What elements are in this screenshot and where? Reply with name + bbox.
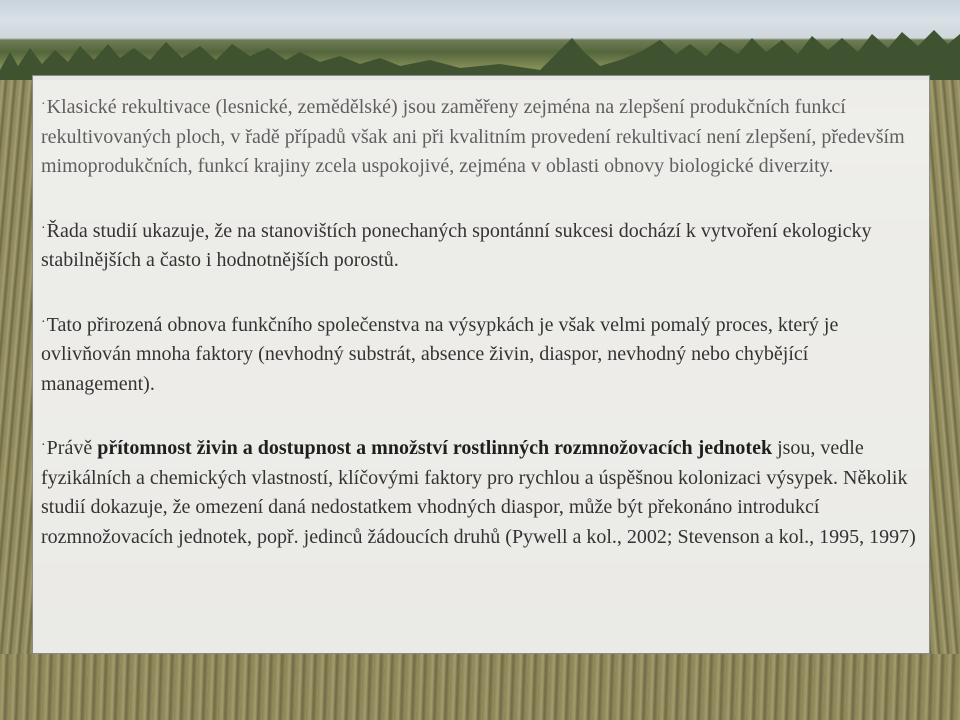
paragraph-1-text: Klasické rekultivace (lesnické, zemědělské) jsou zaměřeny zejména na zlepšení produkčních funkcí rekultivovaných ploch, v řadě případů však ani při kvalitním provedení rekultivací není zlepšení, především mimoprodukčních, funkcí krajiny zcela uspokojivé, zejména v oblasti obnovy biologické diverzity.: [41, 96, 905, 177]
paragraph-3-text: Tato přirozená obnova funkčního společenstva na výsypkách je však velmi pomalý proces, který je ovlivňován mnoha faktory (nevhodný substrát, absence živin, diaspor, nevhodný nebo chybějící management).: [41, 313, 839, 395]
forest-treeline: [0, 30, 960, 80]
paragraph-1: [41, 90, 921, 182]
grass-bottom: [0, 654, 960, 720]
bullet-dot: ·: [41, 314, 46, 330]
grass-left: [0, 80, 34, 720]
grass-right: [930, 80, 960, 720]
paragraph-4-rest: jsou, vedle fyzikálních a chemických vlastností, klíčovými faktory pro rychlou a úspěšnou kolonizaci výsypek. Několik studií dokazuje, že omezení daná nedostatkem vhodných diaspor, může být překonáno introdukcí rozmnožovacích jednotek, popř. jedinců žádoucích druhů (Pywell a kol., 2002; Stevenson a kol., 1995, 1997): [41, 437, 916, 548]
bullet-dot: ·: [41, 438, 46, 453]
paragraph-4-emphasis: přítomnost živin a dostupnost a množství rostlinných rozmnožovacích jednotek: [97, 437, 773, 459]
paragraph-2-text: Řada studií ukazuje, že na stanovištích ponechaných spontánní sukcesi dochází k vytvoření ekologicky stabilnějších a často i hodnotnějších porostů.: [41, 219, 872, 271]
text-panel: [32, 75, 930, 654]
paragraph-3: [41, 308, 921, 400]
paragraph-4-lead: Právě: [46, 437, 98, 459]
bullet-dot: ·: [41, 220, 46, 236]
paragraph-4: [41, 431, 921, 552]
bullet-dot: ·: [41, 97, 46, 112]
paragraph-2: [41, 214, 921, 276]
